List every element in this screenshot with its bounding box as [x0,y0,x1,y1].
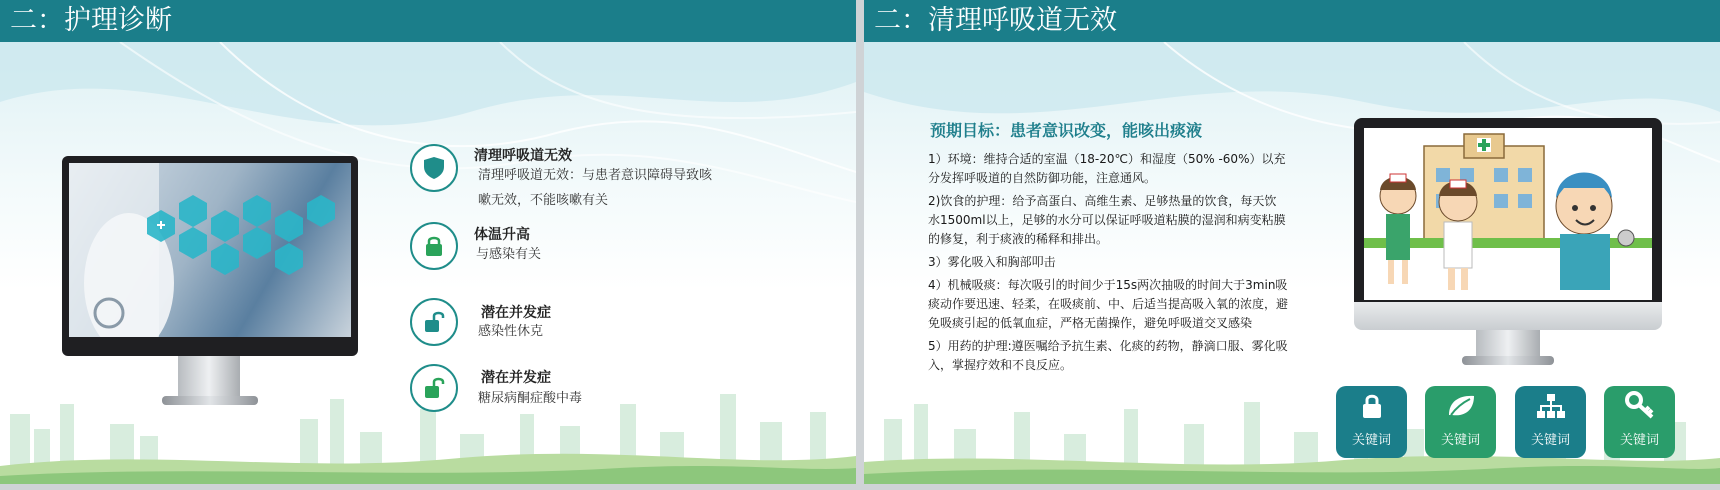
keyword-label-4: 关键词 [1619,433,1659,448]
sitemap-icon [1536,393,1566,419]
slide-title: 二：护理诊断 [10,5,172,36]
slide-airway-clearance [864,0,1720,484]
measure-medication: 5）用药的护理:遵医嘱给予抗生素、化痰的药物，静滴口服、雾化吸入，掌握疗效和不良反应。 [928,339,1288,372]
monitor-cartoon [1354,118,1662,302]
diagnosis-desc-3: 感染性休克 [478,324,544,339]
measure-diet: 2)饮食的护理：给予高蛋白、高维生素、足够热量的饮食，每天饮水1500ml以上，足够的水分可以保证呼吸道粘膜的湿润和病变粘膜的修复，利于痰液的稀释和排出。 [928,194,1286,246]
title-bar [0,0,856,42]
diagnosis-title-1: 清理呼吸道无效 [474,148,572,164]
nurses-doctor-illustration [1364,128,1652,300]
keyword-label-2: 关键词 [1440,433,1480,448]
diagnosis-title-3: 潜在并发症 [481,305,551,321]
key-icon [1625,391,1655,419]
title-bar [864,0,1720,42]
keyword-button-1[interactable] [1336,386,1407,458]
measure-suction: 4）机械吸痰：每次吸引的时间少于15s两次抽吸的时间大于3min吸痰动作要迅速、轻柔，在吸痰前、中、后适当提高吸入氧的浓度，避免吸痰引起的低氧血症，严格无菌操作，避免呼吸道交叉感染 [928,278,1289,330]
diagnosis-title-2: 体温升高 [474,227,530,243]
monitor-base [1462,356,1554,365]
doctor-image [69,163,351,337]
slide-nursing-diagnosis [0,0,856,484]
diagnosis-desc-2: 与感染有关 [476,247,542,262]
diagnosis-title-4: 潜在并发症 [481,370,551,386]
keyword-button-4[interactable] [1604,386,1675,458]
diagnosis-desc-1b: 嗽无效，不能咳嗽有关 [478,193,609,208]
green-hill [0,448,856,484]
measure-nebulization: 3）雾化吸入和胸部叩击 [928,255,1056,269]
care-measures [928,150,1288,379]
keyword-button-3[interactable] [1515,386,1586,458]
keyword-label-3: 关键词 [1530,433,1570,448]
monitor-base [162,396,258,405]
diagnosis-desc-4: 糖尿病酮症酸中毒 [478,391,583,406]
lock-icon [1361,393,1383,419]
leaf-icon [1446,393,1476,419]
monitor-chin [1354,302,1662,330]
unlock-icon [410,298,458,346]
keyword-label-1: 关键词 [1351,433,1391,448]
measure-environment: 1）环境：维持合适的室温（18-20℃）和湿度（50% -60%）以充分发挥呼吸道的自然防御功能，注意通风。 [928,152,1286,185]
monitor-medical [62,156,358,356]
lock-icon [410,222,458,270]
green-hill [864,448,1720,484]
shield-icon [410,144,458,192]
unlock-icon [410,364,458,412]
expected-goal: 预期目标：患者意识改变，能咳出痰液 [930,121,1203,140]
monitor-stand [1476,330,1540,358]
monitor-stand [178,356,240,398]
keyword-button-2[interactable] [1425,386,1496,458]
diagnosis-desc-1: 清理呼吸道无效：与患者意识障碍导致咳 [478,168,713,183]
slide-title: 二：清理呼吸道无效 [874,5,1117,36]
